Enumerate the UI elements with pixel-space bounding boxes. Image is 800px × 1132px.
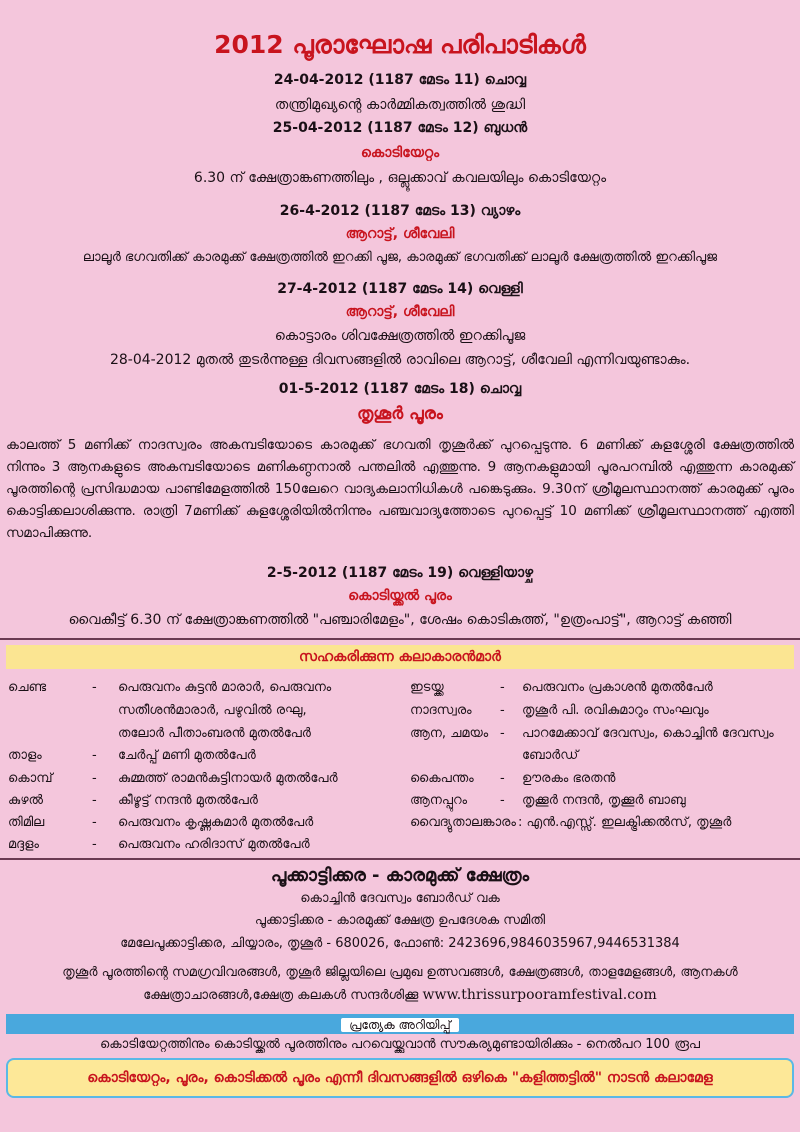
event-title: കൊടിയേറ്റം [360, 145, 440, 161]
artist-name: : എൻ.എസ്സ്. ഇലക്ട്രിക്കൽസ്, തൃശൂർ [518, 815, 732, 830]
schedule-line: കൊട്ടാരം ശിവക്ഷേത്രത്തിൽ ഇറക്കിപൂജ [274, 328, 526, 344]
artist-name: ബോർഡ് [522, 748, 579, 763]
page-title: 2012 പൂരാഘോഷ പരിപാടികൾ [214, 30, 586, 59]
schedule-date: 27-4-2012 (1187 മേടം 14) വെള്ളി [277, 281, 523, 297]
schedule-date: 24-04-2012 (1187 മേടം 11) ചൊവ്വ [273, 72, 527, 88]
artist-name: പെരുവനം ഹരിദാസ് മുതൽപേർ [118, 837, 310, 852]
artist-name: സതീശൻമാരാർ, പഴുവിൽ രഘു, [118, 703, 307, 718]
artist-name: പെരുവനം കൃഷ്ണകുമാർ മുതൽപേർ [118, 815, 314, 830]
artist-name: പെരുവനം കുട്ടൻ മാരാർ, പെരുവനം [118, 680, 332, 695]
artist-name: കീഴൂട്ട് നന്ദൻ മുതൽപേർ [118, 793, 258, 808]
artist-dash: - [92, 815, 97, 830]
artist-role: കൈപന്തം [410, 771, 474, 786]
artist-dash: - [500, 680, 505, 695]
info-line: തൃശൂർ പൂരത്തിന്റെ സമഗ്രവിവരങ്ങൾ, തൃശൂർ ജില്ലയിലെ പ്രമുഖ ഉത്സവങ്ങൾ, ക്ഷേത്രങ്ങൾ, താളമേളങ്ങൾ, ആനകൾ [62, 965, 738, 980]
artist-dash: - [92, 680, 97, 695]
artist-dash: - [92, 748, 97, 763]
artists-heading: സഹകരിക്കുന്ന കലാകാരൻമാർ [6, 645, 794, 669]
artist-role: നാദസ്വരം [410, 703, 472, 718]
notice-label: പ്രത്യേക അറിയിപ്പ് [341, 1018, 458, 1032]
artist-name: തൃശൂർ പി. രവികുമാറും സംഘവും [522, 703, 709, 718]
schedule-line: ലാലൂർ ഭഗവതിക്ക് കാരമുക്ക് ക്ഷേത്രത്തിൽ ഇറക്കി പൂജ, കാരമുക്ക് ഭഗവതിക്ക് ലാലൂർ ക്ഷേത്രത്തിൽ ഇറക്കിപൂജ [82, 250, 718, 265]
notice-text: കൊടിയേറ്റത്തിനും കൊടിയ്ക്കൽ പൂരത്തിനും പറവെയ്ക്കുവാൻ സൗകര്യമുണ്ടായിരിക്കും - നെൽപറ 100 രൂപ [100, 1037, 700, 1052]
schedule-line: 6.30 ന് ക്ഷേത്രാങ്കണത്തിലും , ഒല്ലൂക്കാവ് കവലയിലും കൊടിയേറ്റം [193, 170, 607, 186]
artist-role: കൊമ്പ് [8, 771, 53, 786]
artist-role: വൈദ്യുതാലങ്കാരം [410, 815, 516, 830]
temple-address: മേലേപൂക്കാട്ടിക്കര, ചിയ്യാരം, തൃശൂർ - 680026, ഫോൺ: 2423696,9846035967,9446531384 [120, 936, 680, 951]
info-line [0, 987, 800, 1003]
artist-name: തലോർ പീതാംബരൻ മുതൽപേർ [118, 726, 311, 741]
artist-role: ആനപ്പുറം [410, 793, 468, 808]
artist-dash: - [500, 771, 505, 786]
artist-name: കുമ്മത്ത് രാമൻകുട്ടിനായർ മുതൽപേർ [118, 771, 338, 786]
event-title: ആറാട്ട്, ശീവേലി [345, 304, 455, 320]
schedule-line: തന്ത്രിമുഖ്യന്റെ കാർമ്മികത്വത്തിൽ ശുദ്ധി [274, 97, 526, 113]
schedule-date: 25-04-2012 (1187 മേടം 12) ബുധൻ [272, 120, 528, 136]
artist-role: ഇടയ്ക്ക [410, 680, 444, 695]
schedule-date: 01-5-2012 (1187 മേടം 18) ചൊവ്വ [278, 381, 522, 397]
divider [0, 638, 800, 640]
schedule-date: 26-4-2012 (1187 മേടം 13) വ്യാഴം [279, 203, 521, 219]
artist-role: തിമില [8, 815, 45, 830]
artist-name: ചേർപ്പ് മണി മുതൽപേർ [118, 748, 256, 763]
schedule-date: 2-5-2012 (1187 മേടം 19) വെള്ളിയാഴ്ച [266, 565, 534, 581]
schedule-line: വൈകീട്ട് 6.30 ന് ക്ഷേത്രാങ്കണത്തിൽ "പഞ്ചാരിമേളം", ശേഷം കൊടികുത്ത്, "ഉത്രംപാട്ട്", ആറാട്ട് കഞ്ഞി [68, 612, 732, 628]
info-line-text: ക്ഷേത്രാചാരങ്ങൾ,ക്ഷേത്ര കലകൾ സന്ദർശിക്കൂ [143, 988, 419, 1003]
schedule-line: 28-04-2012 മുതൽ തുടർന്നുള്ള ദിവസങ്ങളിൽ രാവിലെ ആറാട്ട്, ശീവേലി എന്നിവയുണ്ടാകും. [109, 352, 691, 368]
artist-role: മദ്ദളം [8, 837, 39, 852]
temple-committee: പൂക്കാട്ടിക്കര - കാരമുക്ക് ക്ഷേത്ര ഉപദേശക സമിതി [254, 913, 546, 928]
pooram-description: കാലത്ത് 5 മണിക്ക് നാദസ്വരം അകമ്പടിയോടെ കാരമുക്ക് ഭഗവതി തൃശൂർക്ക് പുറപ്പെടുന്നു. 6 മണിക്ക് കുളശ്ശേരി ക്ഷേത്രത്തിൽ നിന്നും 3 ആനകളുടെ അകമ്പടിയോടെ മണികണ്ഠനാൽ പന്തലിൽ എത്തുന്നു. 9 ആനകളുമായി പൂരപറമ്പിൽ എത്തുന്ന കാരമുക്ക് പൂരത്തിന്റെ പ്രസിദ്ധമായ പാണ്ടിമേളത്തിൽ 150ലേറെ വാദ്യകലാനിധികൾ പങ്കെടുക്കും. 9.30ന് ശ്രീമൂലസ്ഥാനത്ത് കാരമുക്ക് പൂരം കൊട്ടിക്കലാശിക്കുന്നു. രാത്രി 7മണിക്ക് കുളശ്ശേരിയിൽനിന്നും പഞ്ചവാദ്യത്തോടെ പുറപ്പെട്ട് 10 മണിക്ക് ശ്രീമൂലസ്ഥാനത്ത് എത്തി സമാപിക്കുന്നു. [6, 437, 794, 541]
artist-dash: - [500, 703, 505, 718]
artist-dash: - [500, 793, 505, 808]
artist-dash: - [92, 771, 97, 786]
artist-dash: - [92, 793, 97, 808]
artist-name: പെരുവനം പ്രകാശൻ മുതൽപേർ [522, 680, 713, 695]
artist-dash: - [500, 726, 505, 741]
artist-role: കുഴൽ [8, 793, 44, 808]
artist-dash: - [92, 837, 97, 852]
website-link[interactable]: www.thrissurpooramfestival.com [422, 987, 657, 1003]
event-title: കൊടിയ്ക്കൽ പൂരം [348, 588, 452, 604]
event-title: ആറാട്ട്, ശീവേലി [345, 226, 455, 242]
notice-box: കൊടിയേറ്റം, പൂരം, കൊടിക്കൽ പൂരം എന്നീ ദിവസങ്ങളിൽ ഒഴികെ "കളിത്തട്ടിൽ" നാടൻ കലാമേള [6, 1058, 794, 1098]
artist-name: ഊരകം ഭരതൻ [522, 771, 616, 786]
artist-role: ആന, ചമയം [410, 726, 489, 741]
event-title: തൃശൂർ പൂരം [357, 404, 443, 424]
notice-label-band [6, 1014, 794, 1034]
temple-board: കൊച്ചിൻ ദേവസ്വം ബോർഡ് വക [300, 891, 500, 906]
divider [0, 858, 800, 860]
artist-role: താളം [8, 748, 42, 763]
artist-name: തൃക്കൂർ നന്ദൻ, തൃക്കൂർ ബാബു [522, 793, 686, 808]
artist-role: ചെണ്ട [8, 680, 47, 695]
temple-name: പൂക്കാട്ടിക്കര - കാരമുക്ക് ക്ഷേത്രം [270, 865, 530, 886]
artist-name: പാറമേക്കാവ് ദേവസ്വം, കൊച്ചിൻ ദേവസ്വം [522, 726, 774, 741]
